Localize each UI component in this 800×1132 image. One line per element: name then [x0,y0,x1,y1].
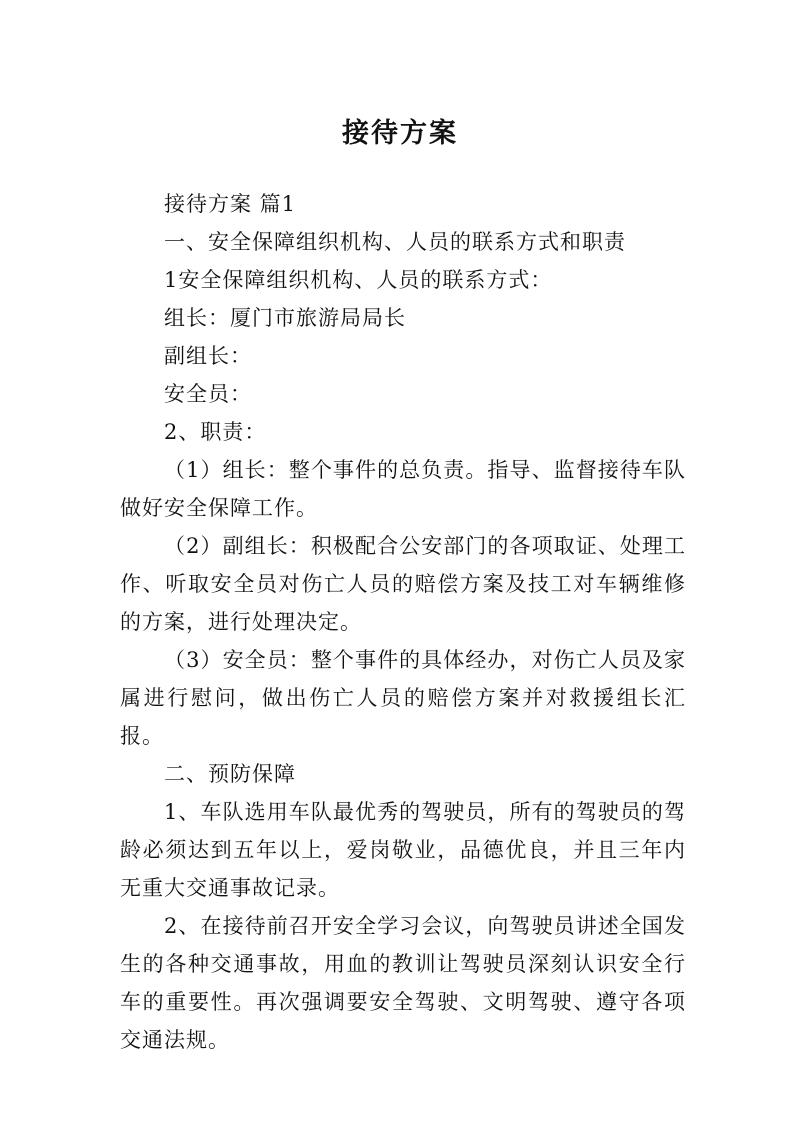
paragraph-duty-deputy: （2）副组长：积极配合公安部门的各项取证、处理工作、听取安全员对伤亡人员的赔偿方案及技工对车辆维修的方案，进行处理决定。 [120,534,686,634]
paragraph-duties-heading: 2、职责： [164,420,267,444]
document-body [120,185,686,1059]
paragraph-prevention-drivers: 1、车队选用车队最优秀的驾驶员，所有的驾驶员的驾龄必须达到五年以上，爱岗敬业，品德优良，并且三年内无重大交通事故记录。 [120,800,686,900]
paragraph-duty-officer: （3）安全员：整个事件的具体经办，对伤亡人员及家属进行慰问，做出伤亡人员的赔偿方案并对救援组长汇报。 [120,648,686,748]
paragraph-safety-officer: 安全员： [164,382,252,406]
paragraph-heading-safety-org: 一、安全保障组织机构、人员的联系方式和职责 [164,230,626,254]
document-title: 接待方案 [342,118,458,150]
paragraph-prevention-meeting: 2、在接待前召开安全学习会议，向驾驶员讲述全国发生的各种交通事故，用血的教训让驾驶员深刻认识安全行车的重要性。再次强调要安全驾驶、文明驾驶、遵守各项交通法规。 [120,914,686,1052]
paragraph-contact-methods: 1安全保障组织机构、人员的联系方式： [164,268,553,292]
paragraph-prevention-heading: 二、预防保障 [164,762,296,786]
paragraph-section-heading: 接待方案 篇1 [164,192,297,216]
paragraph-duty-leader: （1）组长：整个事件的总负责。指导、监督接待车队做好安全保障工作。 [120,458,686,520]
paragraph-deputy-leader: 副组长： [164,344,252,368]
paragraph-team-leader: 组长：厦门市旅游局局长 [164,306,406,330]
